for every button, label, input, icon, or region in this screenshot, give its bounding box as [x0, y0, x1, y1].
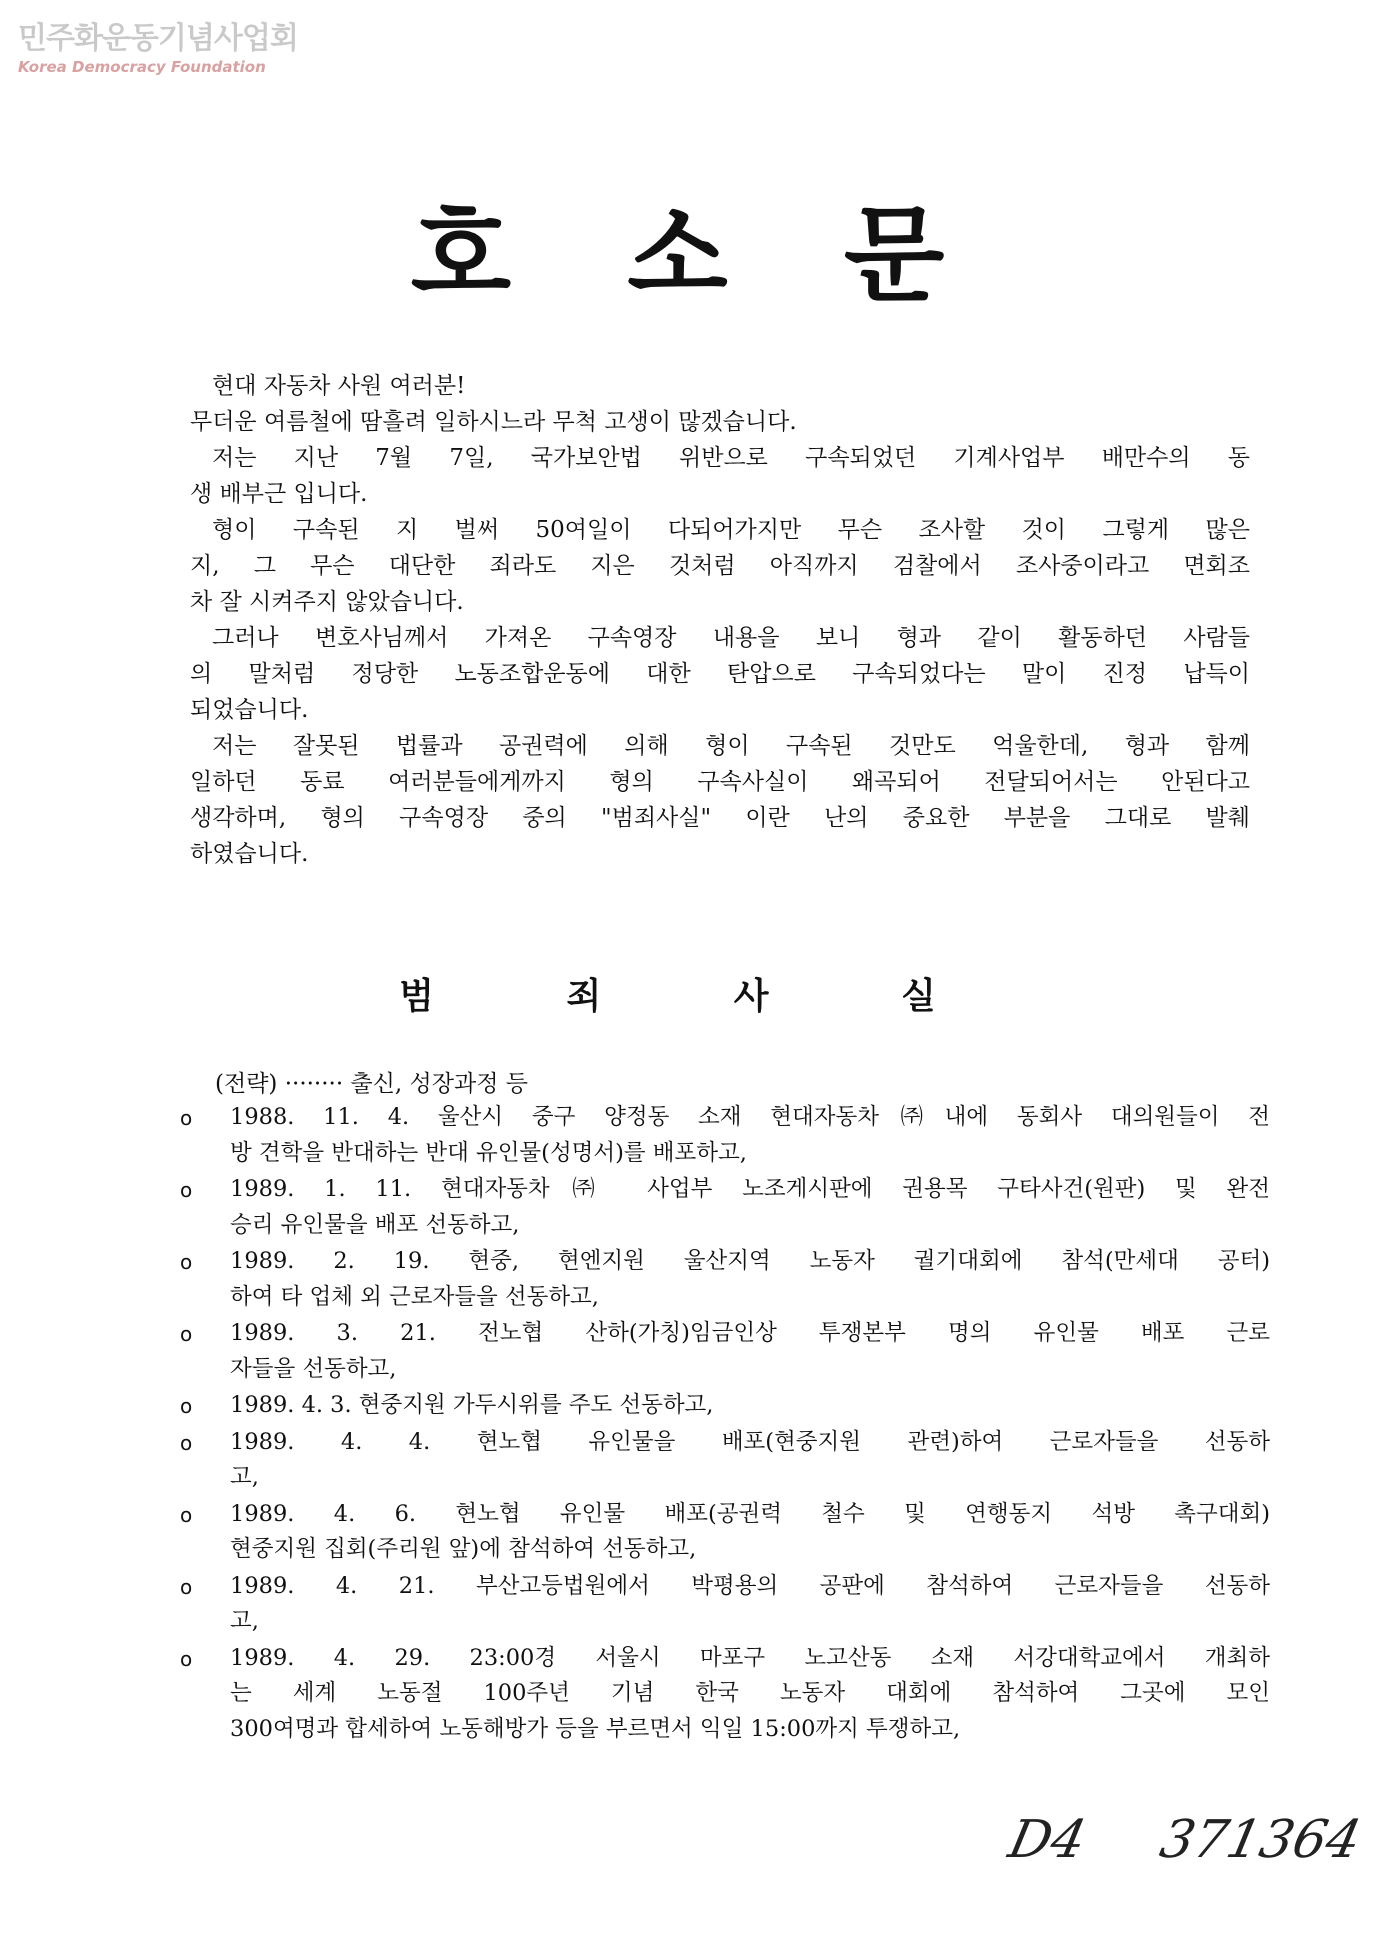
intro-line: 의 말처럼 정당한 노동조합운동에 대한 탄압으로 구속되었다는 말이 진정 납득이: [190, 661, 1250, 687]
handwritten-code: D4: [1003, 1810, 1092, 1870]
charge-item-line: 1989. 2. 19. 현중, 현엔지원 울산지역 노동자 궐기대회에 참석(만세대 공터): [230, 1248, 1270, 1274]
charge-item: [180, 1172, 1270, 1243]
intro-line: 저는 잘못된 법률과 공권력에 의해 형이 구속된 것만도 억울한데, 형과 함께: [212, 733, 1250, 759]
charge-list: [180, 1100, 1270, 1748]
charge-item-line: 는 세계 노동절 100주년 기념 한국 노동자 대회에 참석하여 그곳에 모인: [230, 1680, 1270, 1706]
charge-item-line: 1989. 4. 29. 23:00경 서울시 마포구 노고산동 소재 서강대학교에서 개최하: [230, 1644, 1270, 1671]
charge-item: [180, 1569, 1270, 1640]
charge-item-line: 1988. 11. 4. 울산시 중구 양정동 소재 현대자동차㈜내에 동회사 대의원들이 전: [230, 1104, 1270, 1130]
intro-line: 일하던 동료 여러분들에게까지 형의 구속사실이 왜곡되어 전달되어서는 안된다고: [190, 769, 1250, 795]
intro-line: 지, 그 무슨 대단한 죄라도 지은 것처럼 아직까지 검찰에서 조사중이라고 면회조: [190, 553, 1250, 579]
intro-line: 형이 구속된 지 벌써 50여일이 다되어가지만 무슨 조사할 것이 그렇게 많은: [212, 517, 1250, 543]
bullet-marker: o: [180, 1430, 193, 1455]
intro-line: 생 배부근 입니다.: [190, 481, 368, 507]
bullet-marker: o: [180, 1502, 193, 1527]
charge-item-line: 300여명과 합세하여 노동해방가 등을 부르면서 익일 15:00까지 투쟁하고,: [230, 1715, 961, 1742]
intro-line: 되었습니다.: [190, 697, 309, 723]
charge-item: [180, 1388, 1270, 1424]
intro-line: 하였습니다.: [190, 841, 309, 867]
bullet-marker: o: [180, 1646, 193, 1671]
intro-line: 생각하며, 형의 구속영장 중의 "범죄사실" 이란 난의 중요한 부분을 그대로 발췌: [190, 805, 1250, 831]
bullet-marker: o: [180, 1106, 193, 1130]
intro-paragraphs: [190, 368, 1250, 872]
charge-item-line: 1989. 4. 4. 현노협 유인물을 배포(현중지원 관련)하여 근로자들을 선동하: [230, 1428, 1270, 1455]
bullet-marker: o: [180, 1574, 193, 1599]
bullet-marker: o: [180, 1250, 193, 1274]
charge-item: [180, 1244, 1270, 1315]
charge-item-line: 방 견학을 반대하는 반대 유인물(성명서)를 배포하고,: [230, 1139, 747, 1166]
charge-item-line: 현중지원 집회(주리원 앞)에 참석하여 선동하고,: [230, 1536, 697, 1562]
charge-item-line: 하여 타 업체 외 근로자들을 선동하고,: [230, 1283, 599, 1310]
document-title: 호 소 문: [410, 194, 985, 316]
watermark-korean: 민주화운동기념사업회: [18, 21, 298, 56]
intro-line: 차 잘 시켜주지 않았습니다.: [190, 589, 464, 615]
charge-item-line: 자들을 선동하고,: [230, 1355, 397, 1382]
handwritten-number: 371364: [1154, 1810, 1367, 1870]
charge-item-line: 1989. 1. 11. 현대자동차㈜ 사업부 노조게시판에 권용목 구타사건(원판) 및 완전: [230, 1176, 1270, 1202]
charge-item-line: 승리 유인물을 배포 선동하고,: [230, 1211, 520, 1238]
section-title: 범 죄 사 실: [399, 976, 996, 1017]
prelude-line: (전략) ········ 출신, 성장과정 등: [215, 1071, 528, 1097]
charge-item: [180, 1100, 1270, 1171]
charge-item-line: 1989. 4. 21. 부산고등법원에서 박평용의 공판에 참석하여 근로자들을 선동하: [230, 1572, 1270, 1599]
intro-line: 무더운 여름철에 땀흘려 일하시느라 무척 고생이 많겠습니다.: [190, 409, 797, 435]
charge-item: [180, 1425, 1270, 1496]
handwritten-archive-number: [1004, 1810, 1367, 1870]
charge-item: [180, 1641, 1270, 1748]
intro-line: 저는 지난 7월 7일, 국가보안법 위반으로 구속되었던 기계사업부 배만수의 동: [212, 445, 1250, 471]
bullet-marker: o: [180, 1178, 193, 1202]
charge-item-line: 고,: [230, 1608, 259, 1634]
intro-line: 그러나 변호사님께서 가져온 구속영장 내용을 보니 형과 같이 활동하던 사람들: [212, 625, 1250, 651]
charge-item-line: 고,: [230, 1464, 259, 1490]
bullet-marker: o: [180, 1322, 193, 1346]
charge-item: [180, 1316, 1270, 1387]
bullet-marker: o: [180, 1394, 193, 1418]
charge-item-line: 1989. 4. 6. 현노협 유인물 배포(공권력 철수 및 연행동지 석방 촉구대회): [230, 1500, 1270, 1527]
intro-line: 현대 자동차 사원 여러분!: [212, 373, 466, 399]
charge-item-line: 1989. 4. 3. 현중지원 가두시위를 주도 선동하고,: [230, 1392, 714, 1418]
foundation-watermark: [18, 22, 298, 76]
watermark-english: Korea Democracy Foundation: [18, 58, 266, 76]
charge-item: [180, 1497, 1270, 1568]
charge-item-line: 1989. 3. 21. 전노협 산하(가칭)임금인상 투쟁본부 명의 유인물 배포 근로: [230, 1320, 1270, 1346]
